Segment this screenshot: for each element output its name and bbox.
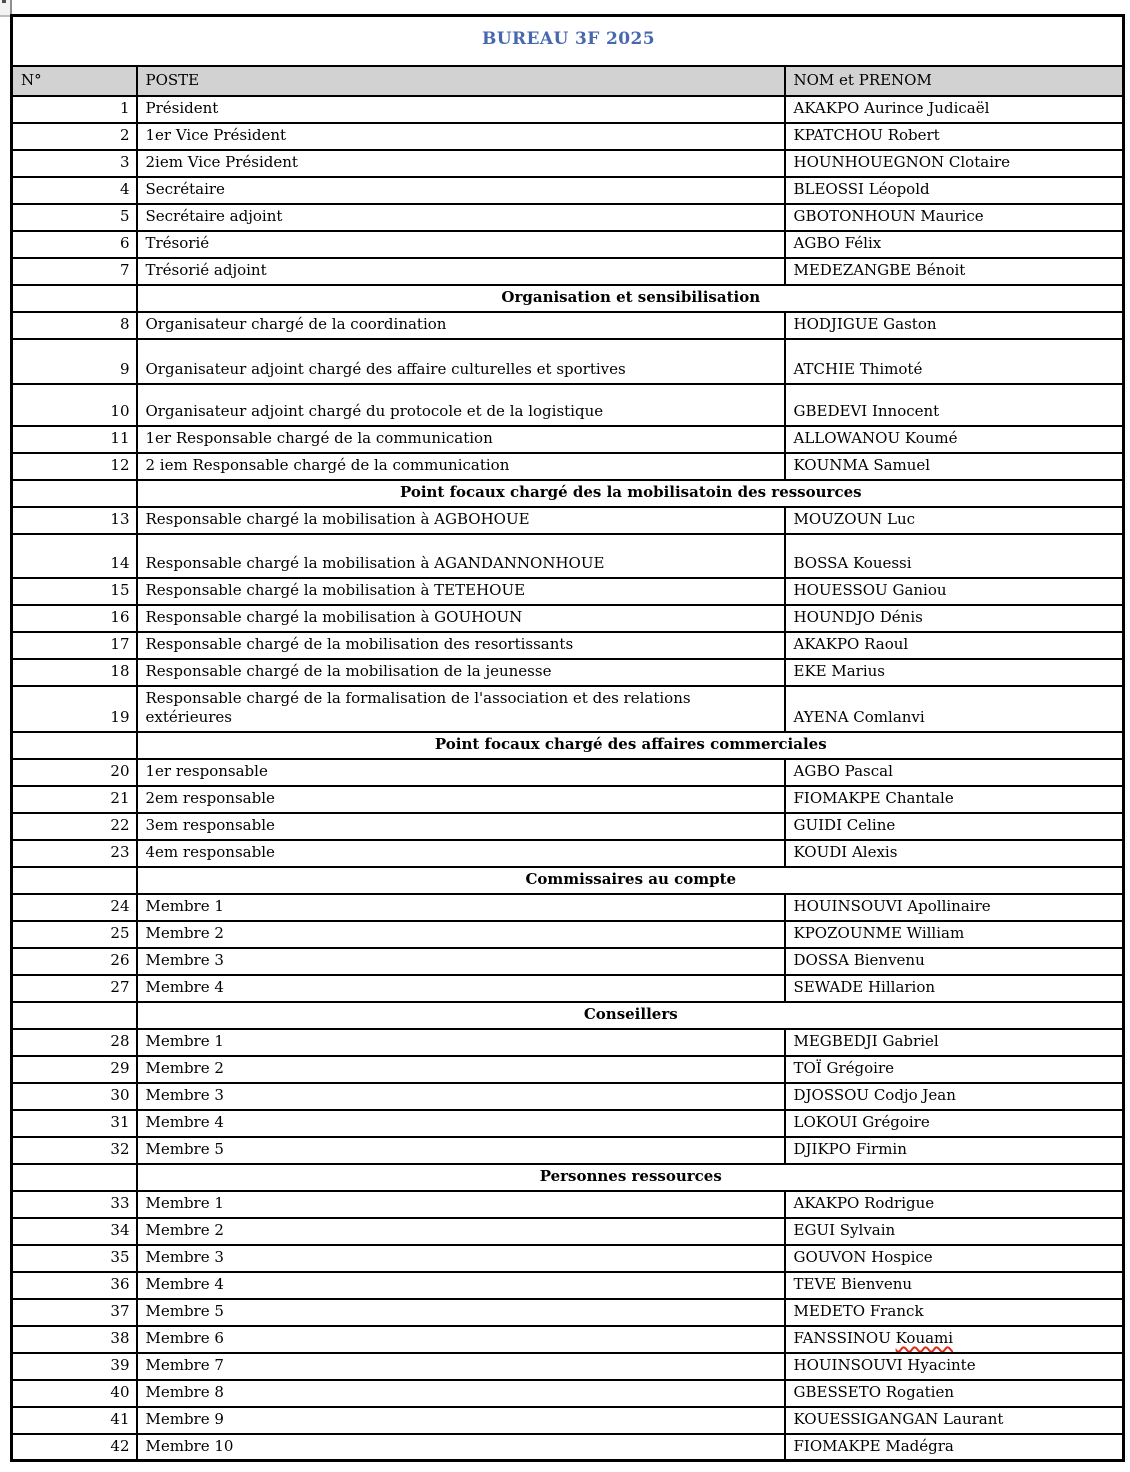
- row-number: 33: [12, 1191, 137, 1218]
- poste-cell: 2iem Vice Président: [137, 150, 785, 177]
- section-row: [12, 285, 1124, 312]
- poste-cell: Organisateur adjoint chargé du protocole et de la logistique: [137, 384, 785, 426]
- nom-cell: [785, 231, 1124, 258]
- nom-text: GOUVON Hospice: [793, 1247, 933, 1266]
- row-number: 5: [12, 204, 137, 231]
- row-number: 13: [12, 507, 137, 534]
- table-row: [12, 921, 1124, 948]
- section-row: [12, 1002, 1124, 1029]
- row-number: 6: [12, 231, 137, 258]
- table-row: [12, 507, 1124, 534]
- nom-cell: [785, 384, 1124, 426]
- nom-text: GBESSETO Rogatien: [793, 1382, 954, 1401]
- table-row: [12, 312, 1124, 339]
- table-row: [12, 578, 1124, 605]
- table-row: [12, 453, 1124, 480]
- poste-cell: Secrétaire adjoint: [137, 204, 785, 231]
- nom-cell: [785, 177, 1124, 204]
- poste-cell: 2 iem Responsable chargé de la communication: [137, 453, 785, 480]
- nom-text: EGUI Sylvain: [793, 1220, 896, 1239]
- table-row: [12, 1434, 1124, 1461]
- row-number: 18: [12, 659, 137, 686]
- section-header: Personnes ressources: [137, 1164, 1124, 1191]
- table-row: [12, 1407, 1124, 1434]
- table-row: [12, 1029, 1124, 1056]
- nom-text: MOUZOUN Luc: [793, 510, 916, 529]
- row-number: 24: [12, 894, 137, 921]
- row-number: 19: [12, 686, 137, 732]
- nom-text: HOUINSOUVI Apollinaire: [793, 896, 991, 915]
- table-row: [12, 840, 1124, 867]
- table-row: [12, 948, 1124, 975]
- row-number: 22: [12, 813, 137, 840]
- nom-cell: [785, 1191, 1124, 1218]
- nom-text: AKAKPO Aurince Judicaël: [793, 99, 990, 118]
- nom-cell: [785, 1218, 1124, 1245]
- row-number: 1: [12, 96, 137, 123]
- table-row: [12, 339, 1124, 384]
- nom-cell: [785, 921, 1124, 948]
- row-number: 41: [12, 1407, 137, 1434]
- table-row: [12, 1110, 1124, 1137]
- nom-text: HOUNHOUEGNON Clotaire: [793, 153, 1011, 172]
- poste-cell: Organisateur adjoint chargé des affaire culturelles et sportives: [137, 339, 785, 384]
- document-page: [10, 14, 1125, 1462]
- row-number: 2: [12, 123, 137, 150]
- poste-cell: Membre 4: [137, 1272, 785, 1299]
- tab-stop-icon: [2, 0, 6, 3]
- row-number: 40: [12, 1380, 137, 1407]
- row-number: 37: [12, 1299, 137, 1326]
- nom-text: HOUNDJO Dénis: [793, 608, 923, 627]
- table-row: [12, 813, 1124, 840]
- table-row: [12, 384, 1124, 426]
- section-empty-cell: [12, 480, 137, 507]
- nom-cell: [785, 1083, 1124, 1110]
- nom-cell: [785, 1299, 1124, 1326]
- row-number: 17: [12, 632, 137, 659]
- spellcheck-flagged-word: Kouami: [895, 1328, 954, 1347]
- section-empty-cell: [12, 1164, 137, 1191]
- column-header-num: N°: [12, 66, 137, 96]
- poste-cell: Trésorié adjoint: [137, 258, 785, 285]
- table-row: [12, 632, 1124, 659]
- poste-cell: Membre 3: [137, 948, 785, 975]
- nom-cell: [785, 759, 1124, 786]
- section-row: [12, 1164, 1124, 1191]
- table-row: [12, 150, 1124, 177]
- nom-cell: [785, 258, 1124, 285]
- table-row: [12, 204, 1124, 231]
- nom-cell: [785, 894, 1124, 921]
- column-header-row: [12, 66, 1124, 96]
- nom-cell: [785, 686, 1124, 732]
- section-header: Organisation et sensibilisation: [137, 285, 1124, 312]
- column-header-nom: NOM et PRENOM: [785, 66, 1124, 96]
- row-number: 16: [12, 605, 137, 632]
- section-header: Commissaires au compte: [137, 867, 1124, 894]
- table-row: [12, 1218, 1124, 1245]
- nom-text: DJIKPO Firmin: [793, 1139, 907, 1158]
- row-number: 9: [12, 339, 137, 384]
- table-body: [12, 96, 1124, 1461]
- nom-cell: [785, 840, 1124, 867]
- row-number: 28: [12, 1029, 137, 1056]
- nom-text: KOUNMA Samuel: [793, 456, 931, 475]
- row-number: 36: [12, 1272, 137, 1299]
- nom-cell: [785, 632, 1124, 659]
- row-number: 35: [12, 1245, 137, 1272]
- poste-cell: Membre 1: [137, 894, 785, 921]
- table-row: [12, 123, 1124, 150]
- row-number: 4: [12, 177, 137, 204]
- nom-cell: [785, 813, 1124, 840]
- poste-cell: Président: [137, 96, 785, 123]
- nom-text: FIOMAKPE Madégra: [793, 1436, 954, 1455]
- nom-text: TOÏ Grégoire: [793, 1058, 895, 1077]
- nom-text: SEWADE Hillarion: [793, 977, 936, 996]
- poste-cell: Membre 9: [137, 1407, 785, 1434]
- nom-text: AGBO Pascal: [793, 761, 893, 780]
- nom-cell: [785, 1353, 1124, 1380]
- table-row: [12, 894, 1124, 921]
- poste-cell: Responsable chargé la mobilisation à AGBOHOUE: [137, 507, 785, 534]
- section-row: [12, 867, 1124, 894]
- nom-text: KOUDI Alexis: [793, 842, 898, 861]
- poste-cell: Membre 4: [137, 975, 785, 1002]
- nom-cell: [785, 534, 1124, 578]
- nom-text: BLEOSSI Léopold: [793, 180, 930, 199]
- nom-text: MEDEZANGBE Bénoit: [793, 261, 966, 280]
- nom-cell: [785, 426, 1124, 453]
- row-number: 8: [12, 312, 137, 339]
- poste-cell: Membre 2: [137, 1056, 785, 1083]
- nom-cell: [785, 1245, 1124, 1272]
- section-empty-cell: [12, 867, 137, 894]
- nom-cell: [785, 1110, 1124, 1137]
- table-row: [12, 786, 1124, 813]
- nom-cell: [785, 339, 1124, 384]
- table-row: [12, 258, 1124, 285]
- nom-text: ALLOWANOU Koumé: [793, 429, 958, 448]
- section-empty-cell: [12, 1002, 137, 1029]
- nom-cell: [785, 96, 1124, 123]
- section-header: Conseillers: [137, 1002, 1124, 1029]
- table-row: [12, 1245, 1124, 1272]
- nom-text: FANSSINOU: [793, 1328, 896, 1347]
- nom-text: BOSSA Kouessi: [793, 554, 912, 573]
- nom-text: MEGBEDJI Gabriel: [793, 1031, 939, 1050]
- table-row: [12, 1380, 1124, 1407]
- row-number: 11: [12, 426, 137, 453]
- nom-cell: [785, 1407, 1124, 1434]
- poste-cell: Membre 6: [137, 1326, 785, 1353]
- poste-cell: Trésorié: [137, 231, 785, 258]
- nom-text: TEVE Bienvenu: [793, 1274, 913, 1293]
- row-number: 20: [12, 759, 137, 786]
- table-row: [12, 975, 1124, 1002]
- nom-text: AKAKPO Raoul: [793, 635, 909, 654]
- poste-cell: Secrétaire: [137, 177, 785, 204]
- row-number: 32: [12, 1137, 137, 1164]
- table-row: [12, 426, 1124, 453]
- nom-cell: [785, 1434, 1124, 1461]
- row-number: 14: [12, 534, 137, 578]
- poste-cell: Membre 2: [137, 921, 785, 948]
- nom-cell: [785, 312, 1124, 339]
- section-header: Point focaux chargé des affaires commerciales: [137, 732, 1124, 759]
- table-row: [12, 1326, 1124, 1353]
- row-number: 42: [12, 1434, 137, 1461]
- section-row: [12, 480, 1124, 507]
- bureau-table: [10, 14, 1125, 1462]
- nom-cell: [785, 507, 1124, 534]
- row-number: 23: [12, 840, 137, 867]
- nom-cell: [785, 605, 1124, 632]
- row-number: 27: [12, 975, 137, 1002]
- row-number: 25: [12, 921, 137, 948]
- table-row: [12, 1137, 1124, 1164]
- nom-text: DOSSA Bienvenu: [793, 950, 925, 969]
- poste-cell: Organisateur chargé de la coordination: [137, 312, 785, 339]
- poste-cell: Responsable chargé la mobilisation à AGANDANNONHOUE: [137, 534, 785, 578]
- poste-cell: 1er Responsable chargé de la communication: [137, 426, 785, 453]
- row-number: 12: [12, 453, 137, 480]
- poste-cell: 2em responsable: [137, 786, 785, 813]
- poste-cell: Membre 1: [137, 1191, 785, 1218]
- nom-cell: [785, 1380, 1124, 1407]
- row-number: 29: [12, 1056, 137, 1083]
- nom-cell: [785, 1137, 1124, 1164]
- poste-cell: 1er responsable: [137, 759, 785, 786]
- poste-cell: 3em responsable: [137, 813, 785, 840]
- poste-cell: Responsable chargé de la mobilisation des resortissants: [137, 632, 785, 659]
- poste-cell: Membre 1: [137, 1029, 785, 1056]
- poste-cell: 1er Vice Président: [137, 123, 785, 150]
- nom-cell: [785, 150, 1124, 177]
- row-number: 7: [12, 258, 137, 285]
- nom-cell: [785, 948, 1124, 975]
- nom-cell: [785, 123, 1124, 150]
- nom-text: HODJIGUE Gaston: [793, 315, 937, 334]
- nom-text: KOUESSIGANGAN Laurant: [793, 1409, 1004, 1428]
- table-row: [12, 1299, 1124, 1326]
- table-row: [12, 231, 1124, 258]
- nom-cell: [785, 1056, 1124, 1083]
- row-number: 21: [12, 786, 137, 813]
- row-number: 10: [12, 384, 137, 426]
- row-number: 31: [12, 1110, 137, 1137]
- poste-cell: Responsable chargé de la formalisation de l'association et des relations extérieures: [137, 686, 785, 732]
- table-row: [12, 759, 1124, 786]
- poste-cell: Membre 5: [137, 1299, 785, 1326]
- poste-cell: Membre 5: [137, 1137, 785, 1164]
- nom-text: KPATCHOU Robert: [793, 126, 940, 145]
- nom-cell: [785, 1326, 1124, 1353]
- nom-cell: [785, 1272, 1124, 1299]
- table-row: [12, 659, 1124, 686]
- page-title: BUREAU 3F 2025: [12, 16, 1124, 67]
- nom-text: EKE Marius: [793, 662, 886, 681]
- nom-text: HOUESSOU Ganiou: [793, 581, 947, 600]
- poste-cell: Responsable chargé la mobilisation à TETEHOUE: [137, 578, 785, 605]
- table-row: [12, 96, 1124, 123]
- poste-cell: Membre 3: [137, 1083, 785, 1110]
- table-row: [12, 1353, 1124, 1380]
- poste-cell: Membre 7: [137, 1353, 785, 1380]
- nom-cell: [785, 659, 1124, 686]
- section-row: [12, 732, 1124, 759]
- poste-cell: Membre 10: [137, 1434, 785, 1461]
- nom-cell: [785, 453, 1124, 480]
- poste-cell: Responsable chargé la mobilisation à GOUHOUN: [137, 605, 785, 632]
- column-header-poste: POSTE: [137, 66, 785, 96]
- row-number: 39: [12, 1353, 137, 1380]
- nom-text: KPOZOUNME William: [793, 923, 965, 942]
- section-empty-cell: [12, 285, 137, 312]
- nom-cell: [785, 786, 1124, 813]
- nom-text: FIOMAKPE Chantale: [793, 788, 954, 807]
- poste-cell: Membre 4: [137, 1110, 785, 1137]
- row-number: 30: [12, 1083, 137, 1110]
- nom-text: GBEDEVI Innocent: [793, 402, 940, 421]
- nom-text: ATCHIE Thimoté: [793, 360, 923, 379]
- poste-cell: Membre 3: [137, 1245, 785, 1272]
- table-row: [12, 1056, 1124, 1083]
- section-empty-cell: [12, 732, 137, 759]
- poste-cell: Responsable chargé de la mobilisation de la jeunesse: [137, 659, 785, 686]
- table-row: [12, 177, 1124, 204]
- poste-cell: Membre 2: [137, 1218, 785, 1245]
- row-number: 38: [12, 1326, 137, 1353]
- table-row: [12, 1272, 1124, 1299]
- nom-text: AYENA Comlanvi: [793, 707, 925, 726]
- table-row: [12, 605, 1124, 632]
- nom-text: MEDETO Franck: [793, 1301, 924, 1320]
- table-row: [12, 1083, 1124, 1110]
- section-header: Point focaux chargé des la mobilisatoin des ressources: [137, 480, 1124, 507]
- nom-cell: [785, 975, 1124, 1002]
- poste-cell: 4em responsable: [137, 840, 785, 867]
- nom-text: DJOSSOU Codjo Jean: [793, 1085, 956, 1104]
- row-number: 15: [12, 578, 137, 605]
- table-row: [12, 1191, 1124, 1218]
- nom-cell: [785, 578, 1124, 605]
- nom-text: GBOTONHOUN Maurice: [793, 207, 984, 226]
- nom-cell: [785, 1029, 1124, 1056]
- nom-cell: [785, 204, 1124, 231]
- nom-text: AGBO Félix: [793, 234, 882, 253]
- nom-text: AKAKPO Rodrigue: [793, 1193, 935, 1212]
- nom-text: HOUINSOUVI Hyacinte: [793, 1355, 976, 1374]
- table-row: [12, 686, 1124, 732]
- nom-text: GUIDI Celine: [793, 815, 896, 834]
- poste-cell: Membre 8: [137, 1380, 785, 1407]
- row-number: 34: [12, 1218, 137, 1245]
- title-row: [12, 16, 1124, 67]
- row-number: 26: [12, 948, 137, 975]
- table-row: [12, 534, 1124, 578]
- nom-text: LOKOUI Grégoire: [793, 1112, 930, 1131]
- row-number: 3: [12, 150, 137, 177]
